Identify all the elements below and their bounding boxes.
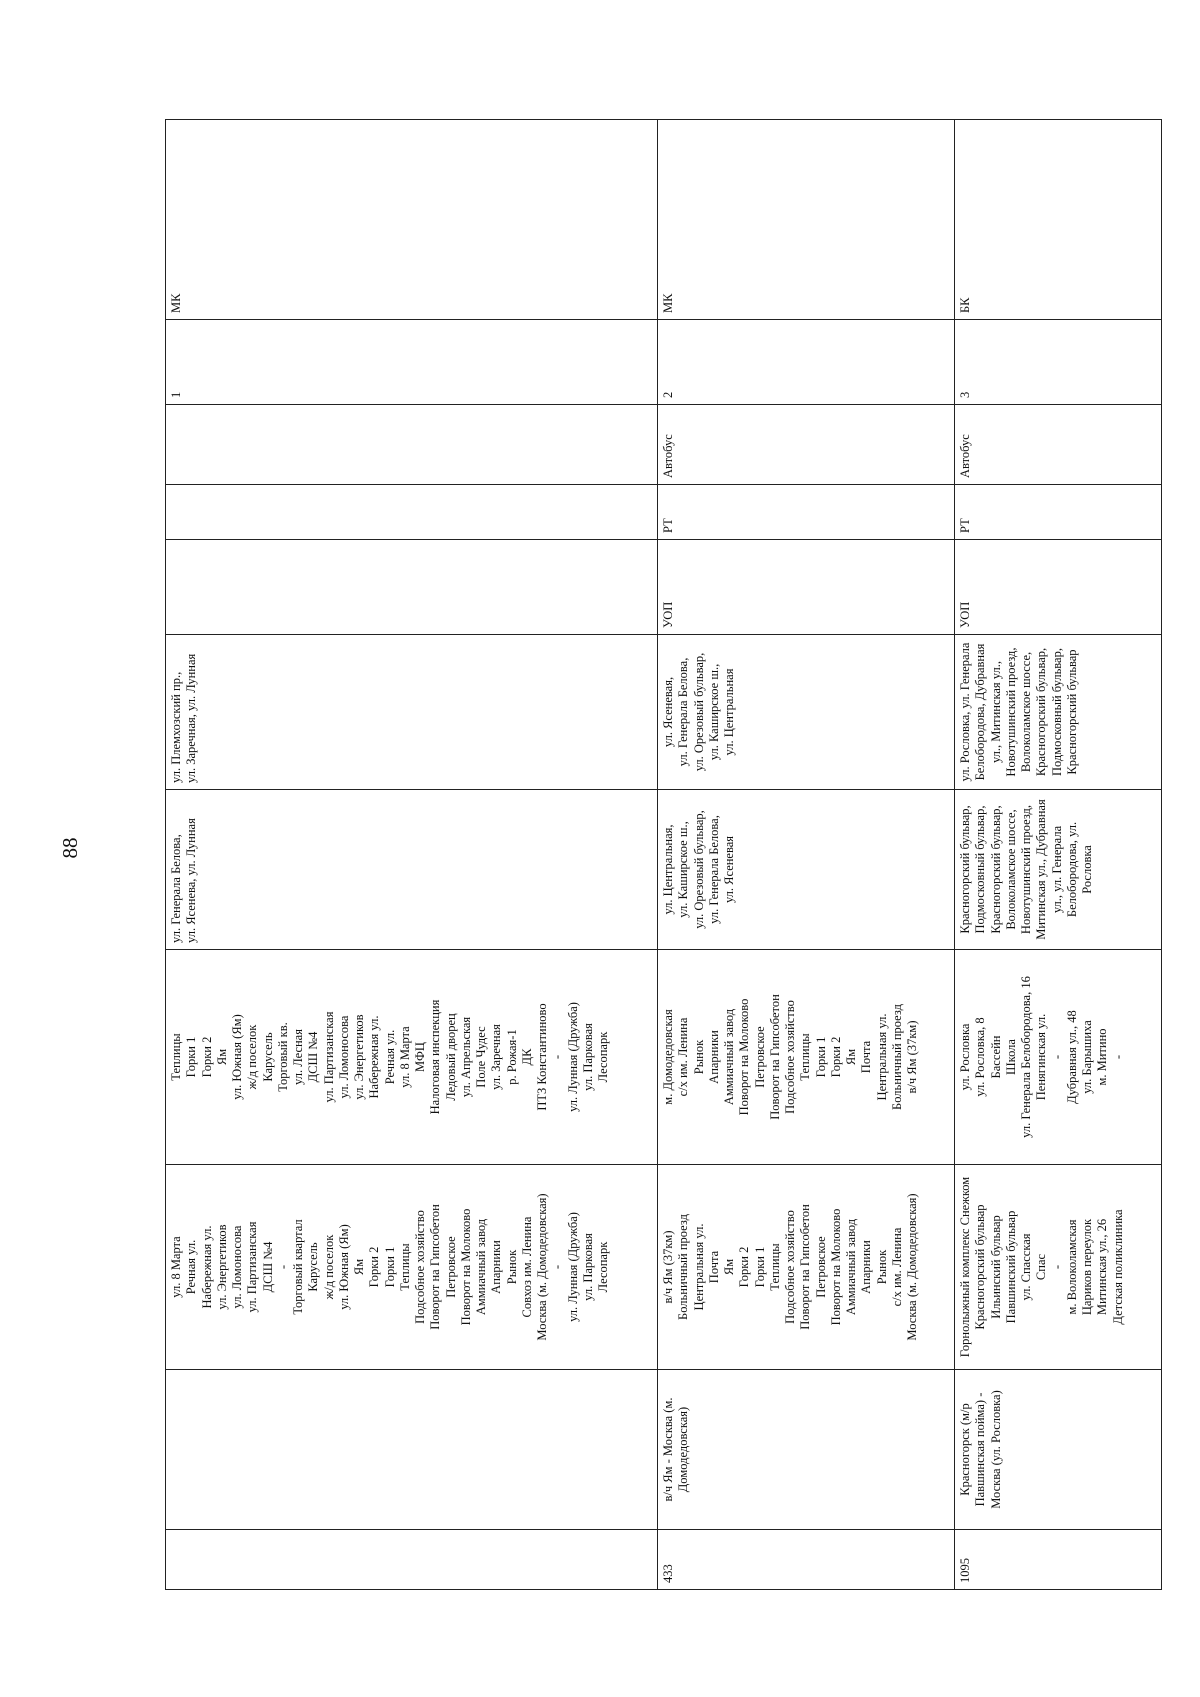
reg-cell: РТ: [658, 485, 955, 540]
streets-backward-cell: ул. Рословка, ул. Генерала Белобородова, Дубравная ул., Митинская ул., Новотушинский проезд, Волоколамское шоссе, Красногорский бульвар, Подмосковный бульвар, Красногорский бульвар: [955, 635, 1162, 790]
class-cell: БК: [955, 120, 1162, 320]
stops-backward-cell: ул. Рословка ул. Рословка, 8 Бассейн Школа ул. Генерала Белобородова, 16 Пенягинская ул. - Дубравная ул., 48 ул. Барышиха м. Митино -: [955, 950, 1162, 1165]
count-cell: 2: [658, 320, 955, 405]
vehicle-cell: Автобус: [658, 405, 955, 485]
route-number-cell: 433: [658, 1530, 955, 1590]
stops-backward-cell: Теплицы Горки 1 Горки 2 Ям ул. Южная (Ям) ж/д поселок Карусель Торговый кв. ул. Лесная ДСШ №4 ул. Партизанская ул. Ломоносова ул. Энергетиков Набережная ул. Речная ул. ул. 8 Марта МФЦ Налоговая инспекция Ледовый дворец ул. Апрельская Поле Чудес ул. Заречная р. Рожая-1 ДК ПТЗ Константиново - ул. Лунная (Дружба) ул. Парковая Лесопарк: [166, 950, 658, 1165]
rotated-table-wrapper: [165, 120, 1140, 1590]
route-name-cell: [166, 1370, 658, 1530]
table-row: [658, 120, 955, 1590]
streets-forward-cell: ул. Центральная, ул. Каширское ш., ул. Орезовый бульвар, ул. Генерала Белова, ул. Ясеневая: [658, 790, 955, 950]
stops-forward-cell: в/ч Ям (37км) Больничный проезд Центральная ул. Почта Ям Горки 2 Горки 1 Теплицы Подсобное хозяйство Поворот на Гипсобетон Петровское Поворот на Молоково Аммиачный завод Апарники Рынок с/х им. Ленина Москва (м. Домодедовская): [658, 1165, 955, 1370]
route-number-cell: [166, 1530, 658, 1590]
vehicle-cell: [166, 405, 658, 485]
route-name-cell: в/ч Ям - Москва (м. Домодедовская): [658, 1370, 955, 1530]
table-row: [166, 120, 658, 1590]
reg-cell: [166, 485, 658, 540]
streets-backward-cell: ул. Ясеневая, ул. Генерала Белова, ул. Орезовый бульвар, ул. Каширское ш., ул. Центральная: [658, 635, 955, 790]
vehicle-cell: Автобус: [955, 405, 1162, 485]
table-row: [955, 120, 1162, 1590]
order-cell: УОП: [658, 540, 955, 635]
class-cell: МК: [166, 120, 658, 320]
route-name-cell: Красногорск (м/р Павшинская пойма) - Москва (ул. Рословка): [955, 1370, 1162, 1530]
count-cell: 3: [955, 320, 1162, 405]
stops-forward-cell: ул. 8 Марта Речная ул. Набережная ул. ул. Энергетиков ул. Ломоносова ул. Партизанская ДСШ №4 - Торговый квартал Карусель ж/д поселок ул. Южная (Ям) Ям Горки 2 Горки 1 Теплицы Подсобное хозяйство Поворот на Гипсобетон Петровское Поворот на Молоково Аммиачный завод Апарники Рынок Совхоз им. Ленина Москва (м. Домодедовская) - ул. Лунная (Дружба) ул. Парковая Лесопарк: [166, 1165, 658, 1370]
streets-backward-cell: ул. Племхозский пр., ул. Заречная, ул. Лунная: [166, 635, 658, 790]
page-number: 88: [58, 837, 82, 859]
stops-backward-cell: м. Домодедовская с/х им. Ленина Рынок Апарники Аммиачный завод Поворот на Молоково Петровское Поворот на Гипсобетон Подсобное хозяйство Теплицы Горки 1 Горки 2 Ям Почта Центральная ул. Больничный проезд в/ч Ям (37км): [658, 950, 955, 1165]
reg-cell: РТ: [955, 485, 1162, 540]
order-cell: [166, 540, 658, 635]
routes-table: [165, 119, 1162, 1590]
stops-forward-cell: Горнолыжный комплекс Снежком Красногорский бульвар Ильинский бульвар Павшинский бульвар ул. Спасская Спас - м. Волоколамская Цариков переулок Митинская ул., 26 Детская поликлиника: [955, 1165, 1162, 1370]
route-number-cell: 1095: [955, 1530, 1162, 1590]
streets-forward-cell: ул. Генерала Белова, ул. Ясенева, ул. Лунная: [166, 790, 658, 950]
streets-forward-cell: Красногорский бульвар, Подмосковный бульвар, Красногорский бульвар, Волоколамское шоссе, Новотушинский проезд, Митинская ул., Дубравная ул., ул. Генерала Белобородова, ул. Рословка: [955, 790, 1162, 950]
class-cell: МК: [658, 120, 955, 320]
count-cell: 1: [166, 320, 658, 405]
order-cell: УОП: [955, 540, 1162, 635]
